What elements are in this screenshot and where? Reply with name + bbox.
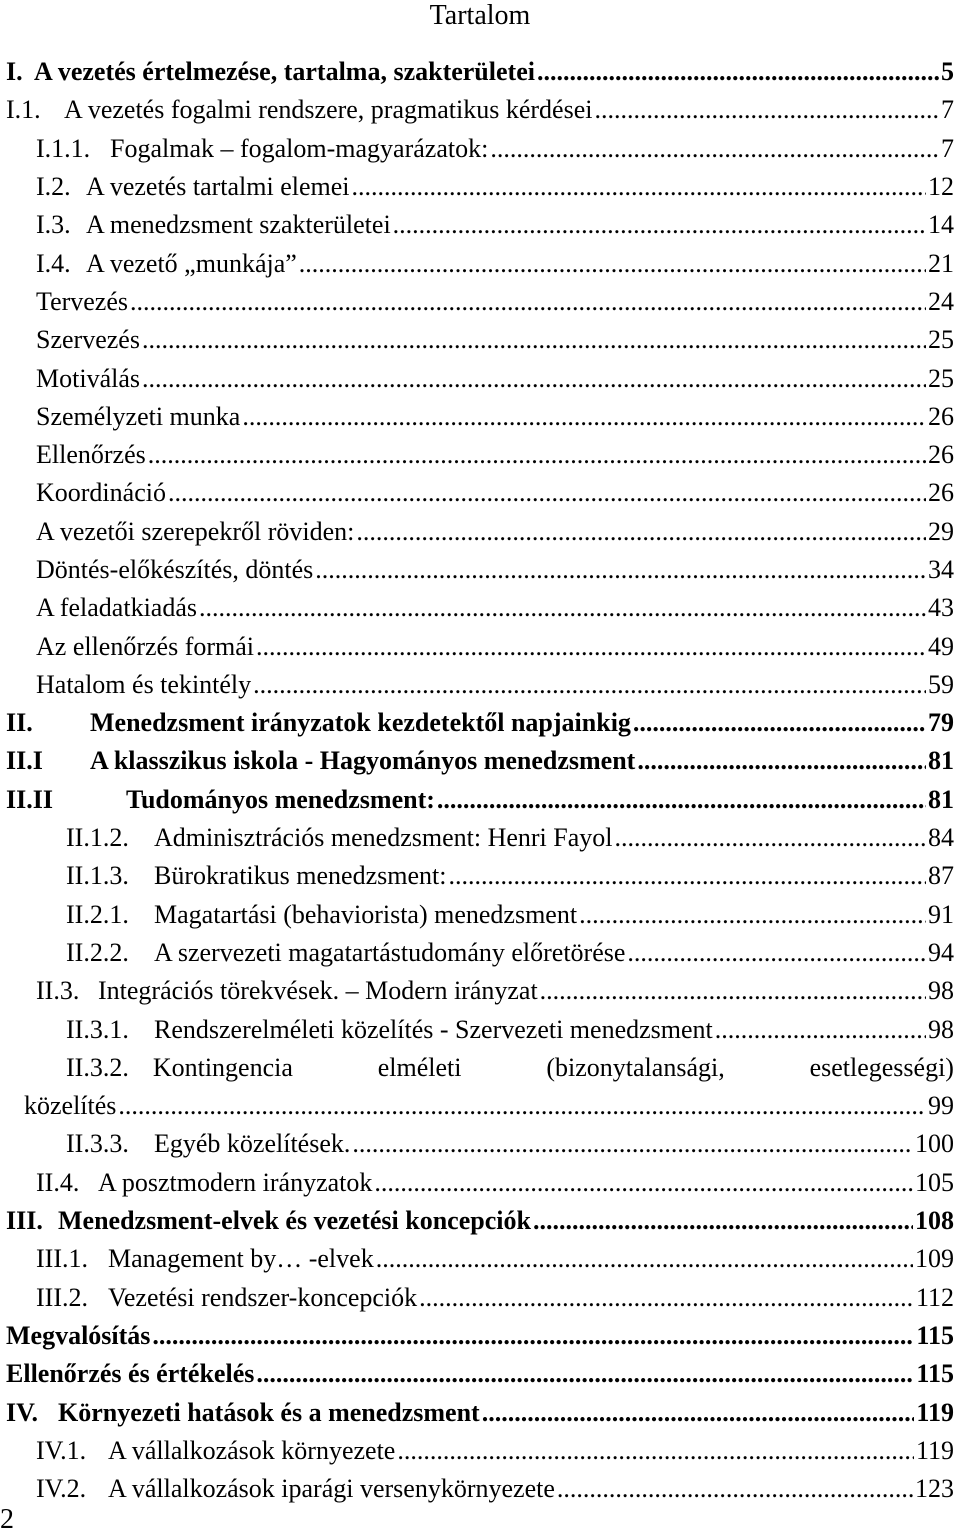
toc-entry-number: I.1.1. [36,133,91,163]
toc-leader-dots [633,708,926,738]
toc-entry-title: Rendszerelméleti közelítés - Szervezeti menedzsment [154,1014,713,1044]
toc-entry-page: 24 [928,286,954,316]
toc-entry-page: 49 [928,631,954,661]
toc-entry-number: II. [6,708,33,738]
toc-entry[interactable] [0,1355,960,1393]
toc-entry[interactable] [0,857,960,895]
toc-entry[interactable] [0,1240,960,1278]
toc-entry-title: A vezetői szerepekről röviden: [36,516,355,546]
toc-leader-dots [168,478,926,508]
toc-entry-number: IV. [6,1397,39,1427]
toc-entry[interactable] [0,474,960,512]
toc-entry-title: Megvalósítás [6,1320,151,1350]
toc-leader-dots [637,746,926,776]
toc-entry-number: II.3.3. [66,1129,129,1159]
toc-entry-page: 98 [928,976,954,1006]
toc-entry-title: Hatalom és tekintély [36,669,252,699]
toc-leader-dots [315,555,926,585]
toc-entry[interactable] [0,1470,960,1508]
toc-entry-title: A vállalkozások iparági versenykörnyezete [108,1474,555,1504]
toc-entry-title: Szervezés [36,325,140,355]
toc-entry-page: 109 [915,1244,954,1274]
toc-entry-page: 119 [915,1435,954,1465]
toc-entry-title: Adminisztrációs menedzsment: Henri Fayol [154,823,613,853]
toc-leader-dots [533,1206,913,1236]
toc-leader-dots [715,1015,926,1045]
toc-entry-number: II.3.2. [66,1052,129,1082]
toc-leader-dots [142,364,926,394]
toc-entry[interactable] [0,972,960,1010]
toc-entry[interactable] [0,168,960,206]
toc-entry-title: Fogalmak – fogalom-magyarázatok: [110,133,489,163]
toc-leader-dots [448,861,926,891]
toc-entry-page: 99 [928,1091,954,1121]
toc-entry-title: A posztmodern irányzatok [98,1167,373,1197]
toc-leader-dots [376,1244,913,1274]
toc-entry[interactable] [0,398,960,436]
toc-entry-title: Motiválás [36,363,140,393]
toc-entry-number: II.1.2. [66,823,129,853]
toc-leader-dots [419,1283,914,1313]
toc-entry-title: A vezetés tartalmi elemei [86,172,350,202]
toc-leader-dots [142,325,926,355]
toc-entry[interactable] [0,781,960,819]
toc-entry[interactable] [0,283,960,321]
toc-entry-page: 25 [928,363,954,393]
toc-entry-title: Koordináció [36,478,166,508]
toc-entry-page: 115 [916,1320,954,1350]
toc-entry-number: II.3. [36,976,80,1006]
toc-entry-number: I. [6,57,23,87]
toc-entry-page: 91 [928,899,954,929]
toc-entry-title: Integrációs törekvések. – Modern irányzat [98,976,538,1006]
toc-entry-page: 94 [928,937,954,967]
toc-leader-dots [627,938,926,968]
toc-entry[interactable] [0,1432,960,1470]
toc-leader-dots [352,1129,913,1159]
toc-leader-dots [594,95,939,125]
toc-leader-dots [148,440,926,470]
toc-leader-dots [482,1398,915,1428]
toc-entry-page: 79 [928,708,954,738]
toc-entry-title: Vezetési rendszer-koncepciók [108,1282,418,1312]
toc-entry-title: A menedzsment szakterületei [86,210,391,240]
toc-leader-dots [557,1474,913,1504]
toc-entry[interactable] [0,1393,960,1431]
toc-entry[interactable] [0,53,960,91]
toc-leader-dots [397,1436,914,1466]
toc-entry-number: II.4. [36,1167,80,1197]
toc-entry-page: 59 [928,669,954,699]
toc-entry-page: 87 [928,861,954,891]
toc-leader-dots [356,517,926,547]
toc-entry-page: 105 [915,1167,954,1197]
toc-entry-title: A vezető „munkája” [86,248,297,278]
toc-entry-number: II.I [6,746,43,776]
toc-entry-title: Menedzsment-elvek és vezetési koncepciók [58,1206,531,1236]
toc-entry[interactable] [0,513,960,551]
toc-entry-page: 12 [928,172,954,202]
toc-entry-page: 112 [915,1282,954,1312]
toc-entry-title: Környezeti hatások és a menedzsment [58,1397,480,1427]
toc-leader-dots [199,593,926,623]
toc-entry-page: 81 [928,784,954,814]
toc-entry-page: 43 [928,593,954,623]
toc-entry-title: Magatartási (behaviorista) menedzsment [154,899,578,929]
toc-entry-number: I.3. [36,210,71,240]
toc-entry-title: A feladatkiadás [36,593,197,623]
toc-entry-page: 14 [928,210,954,240]
toc-leader-dots [256,1359,914,1389]
toc-entry-title: A klasszikus iskola - Hagyományos menedzsment [90,746,636,776]
toc-entry-number: I.2. [36,172,71,202]
toc-leader-dots [393,210,926,240]
toc-entry[interactable] [0,1202,960,1240]
toc-entry-title: A szervezeti magatartástudomány előretörése [154,937,626,967]
toc-entry[interactable] [0,1049,960,1087]
toc-entry[interactable] [0,1010,960,1048]
toc-entry-page: 25 [928,325,954,355]
toc-entry[interactable] [0,206,960,244]
toc-entry-page: 108 [915,1206,954,1236]
toc-entry-number: III.2. [36,1282,88,1312]
table-of-contents [0,53,960,1508]
toc-entry-title: Tervezés [36,286,129,316]
toc-entry-title: A vezetés fogalmi rendszere, pragmatikus kérdései [64,95,593,125]
toc-leader-dots [256,632,926,662]
toc-leader-dots [490,134,939,164]
toc-entry-number: II.II [6,784,53,814]
toc-entry-title: Bürokratikus menedzsment: [154,861,447,891]
toc-entry-page: 5 [941,57,954,87]
toc-entry-page: 84 [928,823,954,853]
toc-entry[interactable] [0,742,960,780]
toc-entry-number: III.1. [36,1244,88,1274]
toc-entry-number: II.1.3. [66,861,129,891]
toc-entry-page: 7 [941,133,954,163]
toc-entry[interactable] [0,436,960,474]
toc-entry-number: II.2.2. [66,937,129,967]
toc-entry-title: Ellenőrzés [36,440,146,470]
toc-leader-dots [152,1321,914,1351]
toc-entry-number: II.3.1. [66,1014,129,1044]
toc-entry[interactable] [0,91,960,129]
toc-leader-dots [130,287,926,317]
toc-leader-dots [540,976,926,1006]
toc-entry[interactable] [0,819,960,857]
toc-entry[interactable] [0,1125,960,1163]
toc-entry-title: Kontingencia elméleti (bizonytalansági, esetlegességi) [152,1052,954,1082]
toc-entry[interactable] [0,704,960,742]
toc-entry-page: 119 [916,1397,954,1427]
toc-entry-number: III. [6,1206,43,1236]
toc-entry-page: 81 [928,746,954,776]
toc-entry[interactable] [0,1317,960,1355]
toc-entry-title: Management by… -elvek [108,1244,374,1274]
toc-entry[interactable] [0,244,960,282]
toc-entry-number: II.2.1. [66,899,129,929]
toc-entry-page: 34 [928,555,954,584]
toc-entry[interactable] [0,359,960,397]
toc-entry-page: 98 [928,1014,954,1044]
toc-entry[interactable] [0,934,960,972]
toc-entry-title: közelítés [24,1091,117,1121]
toc-entry[interactable] [0,627,960,665]
toc-entry[interactable] [0,551,960,589]
toc-leader-dots [579,900,926,930]
toc-entry-title: Egyéb közelítések. [154,1129,351,1159]
toc-entry-title: Tudományos menedzsment: [126,784,435,814]
toc-entry-page: 21 [928,248,954,278]
toc-entry-page: 123 [915,1474,954,1504]
toc-entry-number: IV.1. [36,1435,87,1465]
toc-entry-number: IV.2. [36,1474,87,1504]
toc-entry[interactable] [0,1164,960,1202]
toc-entry[interactable] [0,589,960,627]
toc-leader-dots [352,172,927,202]
toc-entry-title: A vállalkozások környezete [108,1435,396,1465]
toc-entry-title: Személyzeti munka [36,401,241,431]
page-title: Tartalom [429,0,531,31]
toc-leader-dots [118,1091,926,1121]
toc-entry-page: 26 [928,478,954,508]
toc-entry-page: 26 [928,440,954,470]
toc-entry[interactable] [0,1087,960,1125]
toc-entry-page: 7 [941,95,954,125]
toc-entry-title: A vezetés értelmezése, tartalma, szakterületei [34,57,535,87]
toc-entry-page: 115 [916,1359,954,1389]
toc-entry[interactable] [0,1279,960,1317]
page-number: 2 [0,1504,14,1535]
toc-entry-title: Az ellenőrzés formái [36,631,255,661]
toc-leader-dots [242,402,926,432]
toc-entry[interactable] [0,321,960,359]
toc-entry-number: I.1. [6,95,41,125]
toc-leader-dots [437,785,926,815]
toc-entry[interactable] [0,896,960,934]
toc-entry-title: Döntés-előkészítés, döntés [36,555,314,584]
toc-leader-dots [253,670,926,700]
toc-leader-dots [615,823,926,853]
toc-entry[interactable] [0,130,960,168]
toc-entry-page: 100 [915,1129,954,1159]
toc-entry-title: Ellenőrzés és értékelés [6,1359,255,1389]
toc-entry-title: Menedzsment irányzatok kezdetektől napjainkig [90,708,631,738]
toc-leader-dots [299,249,926,279]
toc-leader-dots [374,1168,913,1198]
toc-entry[interactable] [0,666,960,704]
toc-entry-number: I.4. [36,248,71,278]
toc-entry-page: 26 [928,401,954,431]
toc-leader-dots [537,57,939,87]
toc-entry-page: 29 [928,516,954,546]
